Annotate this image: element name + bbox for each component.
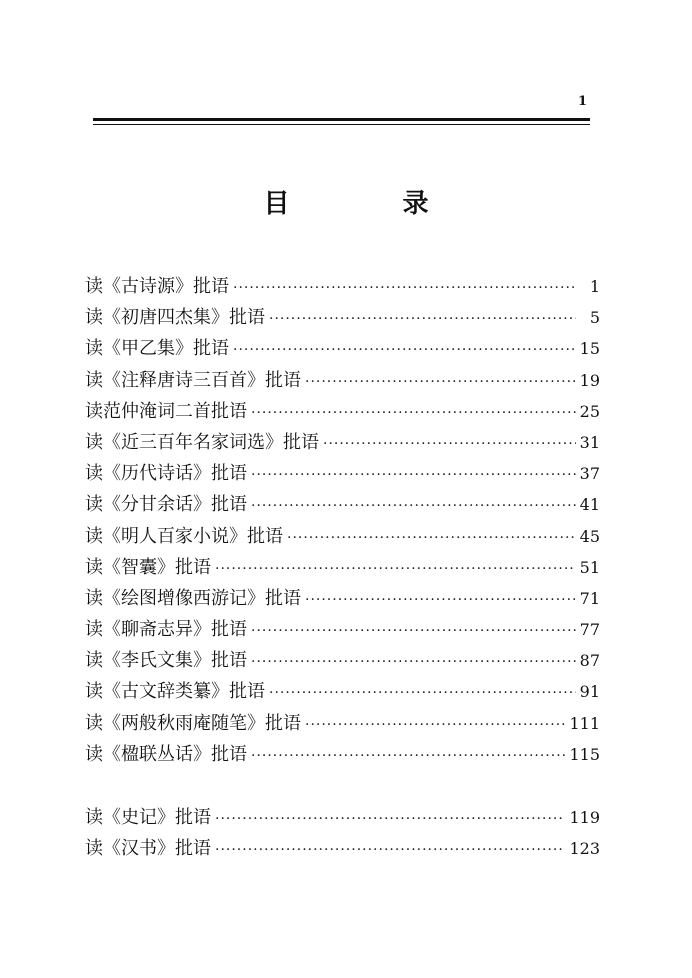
- toc-entry-label: 读《智囊》批语: [85, 556, 211, 578]
- toc-entry: [85, 553, 600, 584]
- page-number: 1: [578, 94, 588, 109]
- toc-entry-label: 读《甲乙集》批语: [85, 338, 229, 360]
- toc-entry-label: 读《楹联丛话》批语: [85, 743, 247, 765]
- toc-entry-label: 读《初唐四杰集》批语: [85, 307, 265, 329]
- toc-entry-label: 读《历代诗话》批语: [85, 463, 247, 485]
- toc-leader-dots: [215, 561, 576, 577]
- toc-leader-dots: [323, 436, 576, 452]
- toc-entry-page: 5: [589, 308, 600, 328]
- toc-entry-label: 读《分甘余话》批语: [85, 494, 247, 516]
- toc-leader-dots: [251, 623, 576, 639]
- toc-leader-dots: [269, 685, 576, 701]
- toc-entry: [85, 272, 600, 303]
- table-of-contents: [85, 272, 600, 865]
- toc-entry: [85, 740, 600, 771]
- toc-entry: [85, 428, 600, 459]
- toc-entry-page: 51: [579, 557, 600, 577]
- toc-entry-page: 15: [579, 339, 600, 359]
- toc-entry-label: 读《汉书》批语: [85, 838, 211, 860]
- toc-entry-page: 111: [569, 713, 600, 733]
- toc-entry: [85, 397, 600, 428]
- toc-entry-page: 77: [579, 620, 600, 640]
- toc-entry: [85, 459, 600, 490]
- header-rule-thin: [93, 124, 590, 125]
- toc-entry: [85, 584, 600, 615]
- toc-entry-label: 读《绘图增像西游记》批语: [85, 587, 301, 609]
- toc-entry-page: 123: [569, 839, 600, 859]
- toc-entry-label: 读《明人百家小说》批语: [85, 525, 283, 547]
- toc-entry-page: 37: [579, 464, 600, 484]
- toc-leader-dots: [233, 342, 576, 358]
- toc-entry: [85, 803, 600, 834]
- toc-entry: [85, 709, 600, 740]
- toc-entry-label: 读《古文辞类纂》批语: [85, 681, 265, 703]
- toc-leader-dots: [233, 280, 576, 296]
- header-rule-thick: [93, 118, 590, 121]
- toc-entry-label: 读《李氏文集》批语: [85, 650, 247, 672]
- toc-leader-dots: [269, 311, 576, 327]
- toc-leader-dots: [251, 405, 576, 421]
- toc-leader-dots: [215, 811, 565, 827]
- toc-entry: [85, 303, 600, 334]
- toc-entry-page: 115: [569, 744, 600, 764]
- toc-entry: [85, 615, 600, 646]
- toc-entry-label: 读《古诗源》批语: [85, 276, 229, 297]
- toc-leader-dots: [251, 654, 576, 670]
- toc-leader-dots: [251, 498, 576, 514]
- toc-entry: [85, 522, 600, 553]
- toc-leader-dots: [287, 530, 576, 546]
- toc-leader-dots: [305, 717, 565, 733]
- page-title: 目 录: [263, 189, 481, 219]
- toc-entry-page: 25: [579, 401, 600, 421]
- toc-entry: [85, 366, 600, 397]
- toc-entry-page: 91: [579, 682, 600, 702]
- toc-entry-label: 读《近三百年名家词选》批语: [85, 431, 319, 453]
- toc-entry-page: 119: [569, 808, 600, 827]
- toc-entry-page: 87: [579, 651, 600, 671]
- toc-entry-page: 45: [579, 526, 600, 546]
- toc-entry-page: 1: [589, 277, 600, 296]
- toc-leader-dots: [305, 592, 576, 608]
- toc-leader-dots: [251, 748, 565, 764]
- toc-entry: [85, 834, 600, 865]
- toc-entry-label: 读《聊斋志异》批语: [85, 619, 247, 641]
- toc-entry-page: 71: [579, 588, 600, 608]
- toc-entry: [85, 677, 600, 708]
- toc-leader-dots: [305, 374, 576, 390]
- toc-entry-label: 读《史记》批语: [85, 807, 211, 828]
- toc-entry-label: 读范仲淹词二首批语: [85, 400, 247, 422]
- toc-entry: [85, 334, 600, 365]
- toc-entry-page: 19: [579, 370, 600, 390]
- toc-entry: [85, 490, 600, 521]
- toc-leader-dots: [251, 467, 576, 483]
- toc-entry-page: 41: [579, 495, 600, 515]
- toc-entry-page: 31: [579, 432, 600, 452]
- toc-entry-label: 读《两般秋雨庵随笔》批语: [85, 712, 301, 734]
- toc-entry-label: 读《注释唐诗三百首》批语: [85, 369, 301, 391]
- toc-entry: [85, 646, 600, 677]
- toc-leader-dots: [215, 842, 565, 858]
